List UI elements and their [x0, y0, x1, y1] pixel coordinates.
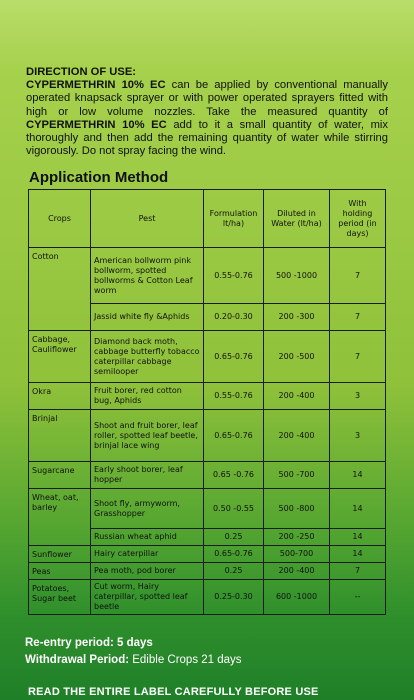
table-row — [29, 489, 386, 529]
withdrawal-period — [25, 654, 242, 666]
application-table-body — [29, 248, 386, 615]
table-row — [29, 248, 386, 304]
holding-period-cell: 7 — [330, 304, 386, 331]
application-table — [28, 189, 386, 615]
holding-period-cell: 7 — [330, 331, 386, 383]
crop-cell: Brinjal — [29, 410, 91, 462]
crop-cell: Cotton — [29, 248, 91, 331]
direction-of-use — [26, 66, 388, 158]
diluted-cell: 200 -300 — [264, 304, 330, 331]
formulation-cell: 0.25-0.30 — [204, 580, 264, 615]
formulation-cell: 0.50 -0.55 — [204, 489, 264, 529]
table-header-row — [29, 190, 386, 248]
read-label-notice: READ THE ENTIRE LABEL CAREFULLY BEFORE USE — [28, 686, 319, 698]
pest-cell: Fruit borer, red cotton bug, Aphids — [91, 383, 204, 410]
table-row — [29, 331, 386, 383]
table-row — [29, 580, 386, 615]
holding-period-cell: 7 — [330, 248, 386, 304]
table-row — [29, 546, 386, 563]
product-name-2: CYPERMETHRIN 10% EC — [26, 118, 167, 131]
pest-cell: Shoot fly, armyworm, Grasshopper — [91, 489, 204, 529]
holding-period-cell: 14 — [330, 529, 386, 546]
holding-period-cell: 3 — [330, 410, 386, 462]
formulation-cell: 0.65-0.76 — [204, 410, 264, 462]
holding-period-cell: 14 — [330, 489, 386, 529]
pest-cell: Shoot and fruit borer, leaf roller, spotted leaf beetle, brinjal lace wing — [91, 410, 204, 462]
crop-cell: Peas — [29, 563, 91, 580]
header-diluted: Diluted in Water (lt/ha) — [264, 190, 330, 248]
holding-period-cell: -- — [330, 580, 386, 615]
header-crops: Crops — [29, 190, 91, 248]
diluted-cell: 200 -500 — [264, 331, 330, 383]
diluted-cell: 200 -250 — [264, 529, 330, 546]
pest-cell: Pea moth, pod borer — [91, 563, 204, 580]
direction-text-2: add to it a small quantity of water, mix thoroughly and then add the remaining quantity of water while stirring vigorously. Do not spray facing the wind. — [26, 118, 389, 158]
formulation-cell: 0.65 -0.76 — [204, 462, 264, 489]
header-formulation: Formulation lt/ha) — [204, 190, 264, 248]
header-pest: Pest — [91, 190, 204, 248]
pest-cell: Jassid white fly &Aphids — [91, 304, 204, 331]
diluted-cell: 500-700 — [264, 546, 330, 563]
table-row — [29, 410, 386, 462]
diluted-cell: 200 -400 — [264, 410, 330, 462]
crop-cell: Wheat, oat, barley — [29, 489, 91, 546]
withdrawal-label: Withdrawal Period: — [25, 654, 130, 666]
formulation-cell: 0.25 — [204, 563, 264, 580]
formulation-cell: 0.55-0.76 — [204, 248, 264, 304]
product-name: CYPERMETHRIN 10% EC — [26, 79, 166, 92]
pest-cell: Russian wheat aphid — [91, 529, 204, 546]
holding-period-cell: 14 — [330, 462, 386, 489]
table-row — [29, 383, 386, 410]
crop-cell: Cabbage, Cauliflower — [29, 331, 91, 383]
direction-heading: DIRECTION OF USE: — [26, 66, 137, 78]
formulation-cell: 0.65-0.76 — [204, 331, 264, 383]
diluted-cell: 600 -1000 — [264, 580, 330, 615]
pest-cell: Diamond back moth, cabbage butterfly tobacco caterpillar cabbage semilooper — [91, 331, 204, 383]
pest-cell: American bollworm pink bollworm, spotted bollworms & Cotton Leaf worm — [91, 248, 204, 304]
holding-period-cell: 14 — [330, 546, 386, 563]
header-holding-period: With holding period (in days) — [330, 190, 386, 248]
formulation-cell: 0.55-0.76 — [204, 383, 264, 410]
direction-text-1: can be applied by conventional manually operated knapsack sprayer or with power operated sprayers fitted with high or low volume nozzles. Take the measured quantity of — [26, 79, 389, 118]
withdrawal-value: Edible Crops 21 days — [129, 654, 242, 666]
diluted-cell: 500 -800 — [264, 489, 330, 529]
diluted-cell: 500 -700 — [264, 462, 330, 489]
crop-cell: Sugarcane — [29, 462, 91, 489]
formulation-cell: 0.20-0.30 — [204, 304, 264, 331]
formulation-cell: 0.65-0.76 — [204, 546, 264, 563]
formulation-cell: 0.25 — [204, 529, 264, 546]
crop-cell: Okra — [29, 383, 91, 410]
diluted-cell: 500 -1000 — [264, 248, 330, 304]
diluted-cell: 200 -400 — [264, 383, 330, 410]
pest-cell: Cut worm, Hairy caterpillar, spotted leaf beetle — [91, 580, 204, 615]
application-method-title: Application Method — [29, 169, 169, 186]
reentry-period: Re-entry period: 5 days — [25, 637, 153, 649]
holding-period-cell: 3 — [330, 383, 386, 410]
crop-cell: Sunflower — [29, 546, 91, 563]
holding-period-cell: 7 — [330, 563, 386, 580]
pest-cell: Hairy caterpillar — [91, 546, 204, 563]
table-row — [29, 563, 386, 580]
crop-cell: Potatoes, Sugar beet — [29, 580, 91, 615]
pest-cell: Early shoot borer, leaf hopper — [91, 462, 204, 489]
diluted-cell: 200 -400 — [264, 563, 330, 580]
table-row — [29, 462, 386, 489]
